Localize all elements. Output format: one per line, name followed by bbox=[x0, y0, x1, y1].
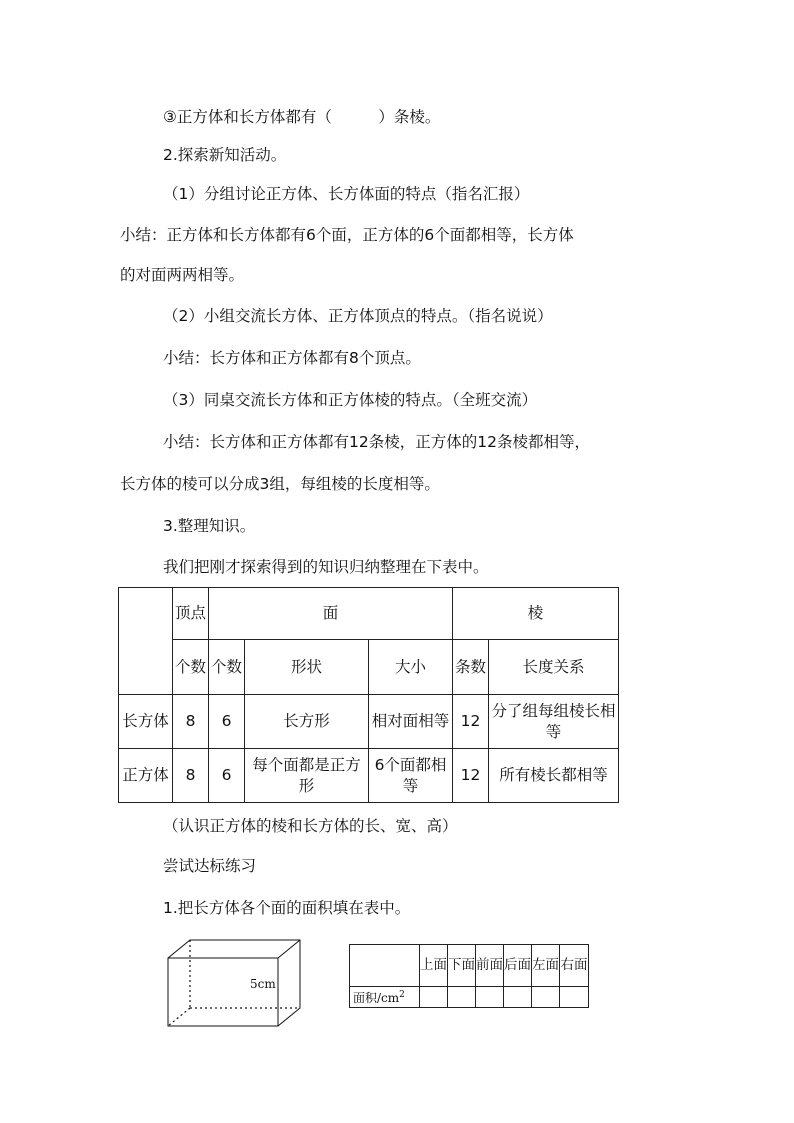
shape-header: 形状 bbox=[245, 640, 369, 695]
line-edges-question: ③正方体和长方体都有（ ）条棱。 bbox=[163, 108, 441, 126]
row-size: 相对面相等 bbox=[369, 695, 453, 749]
heading-explore: 2.探索新知活动。 bbox=[163, 146, 287, 164]
row-vertices: 8 bbox=[173, 695, 209, 749]
row-length: 所有棱长都相等 bbox=[489, 749, 619, 803]
area-input-top[interactable] bbox=[420, 987, 448, 1008]
cuboid-dimension-label: 5cm bbox=[250, 977, 276, 991]
line-edges-discussion: （3）同桌交流长方体和正方体棱的特点。（全班交流） bbox=[163, 391, 538, 409]
vertex-header: 顶点 bbox=[173, 588, 209, 640]
table-row bbox=[119, 749, 619, 803]
row-name: 长方体 bbox=[119, 695, 173, 749]
area-table bbox=[349, 944, 589, 1008]
cuboid-right-top-edge bbox=[278, 940, 300, 958]
heading-practice: 尝试达标练习 bbox=[163, 857, 257, 875]
line-edges-summary-cont: 长方体的棱可以分成3组，每组棱的长度相等。 bbox=[120, 475, 440, 493]
edge-count-header: 条数 bbox=[453, 640, 489, 695]
area-corner-cell bbox=[350, 945, 420, 987]
line-edges-summary: 小结：长方体和正方体都有12条棱，正方体的12条棱都相等， bbox=[163, 433, 590, 451]
cuboid-hidden-depth-edge bbox=[168, 1008, 190, 1026]
cuboid-figure bbox=[160, 938, 310, 1033]
size-header: 大小 bbox=[369, 640, 453, 695]
cuboid-front-face bbox=[168, 958, 278, 1026]
area-input-left[interactable] bbox=[532, 987, 560, 1008]
line-faces-discussion: （1）分组讨论正方体、长方体面的特点（指名汇报） bbox=[163, 185, 530, 203]
face-header: 面 bbox=[209, 588, 453, 640]
edge-header: 棱 bbox=[453, 588, 619, 640]
area-header-top: 上面 bbox=[420, 945, 448, 987]
summary-table bbox=[118, 587, 619, 803]
cuboid-back-edges bbox=[168, 940, 300, 1026]
row-shape: 每个面都是正方形 bbox=[245, 749, 369, 803]
row-faces: 6 bbox=[209, 749, 245, 803]
length-header: 长度关系 bbox=[489, 640, 619, 695]
row-vertices: 8 bbox=[173, 749, 209, 803]
line-vertices-discussion: （2）小组交流长方体、正方体顶点的特点。（指名说说） bbox=[163, 307, 553, 325]
line-note: （认识正方体的棱和长方体的长、宽、高） bbox=[163, 817, 458, 835]
vertex-count-header: 个数 bbox=[173, 640, 209, 695]
area-row-label-sup: 2 bbox=[399, 990, 405, 1000]
area-input-front[interactable] bbox=[476, 987, 504, 1008]
area-header-bottom: 下面 bbox=[448, 945, 476, 987]
table-row bbox=[119, 695, 619, 749]
row-name: 正方体 bbox=[119, 749, 173, 803]
area-input-bottom[interactable] bbox=[448, 987, 476, 1008]
area-header-right: 右面 bbox=[560, 945, 589, 987]
area-input-back[interactable] bbox=[504, 987, 532, 1008]
heading-organize: 3.整理知识。 bbox=[163, 517, 256, 535]
row-size: 6个面都相等 bbox=[369, 749, 453, 803]
area-row-label bbox=[350, 987, 420, 1008]
area-header-left: 左面 bbox=[532, 945, 560, 987]
line-faces-summary: 小结：正方体和长方体都有6个面，正方体的6个面都相等，长方体 bbox=[120, 226, 574, 244]
line-table-intro: 我们把刚才探索得到的知识归纳整理在下表中。 bbox=[163, 558, 489, 576]
row-length: 分了组每组棱长相等 bbox=[489, 695, 619, 749]
line-exercise-1: 1.把长方体各个面的面积填在表中。 bbox=[163, 899, 411, 917]
line-faces-summary-cont: 的对面两两相等。 bbox=[120, 266, 245, 284]
row-faces: 6 bbox=[209, 695, 245, 749]
line-vertices-summary: 小结：长方体和正方体都有8个顶点。 bbox=[163, 349, 421, 367]
row-shape: 长方形 bbox=[245, 695, 369, 749]
area-header-back: 后面 bbox=[504, 945, 532, 987]
face-count-header: 个数 bbox=[209, 640, 245, 695]
row-edges: 12 bbox=[453, 749, 489, 803]
area-header-front: 前面 bbox=[476, 945, 504, 987]
row-edges: 12 bbox=[453, 695, 489, 749]
area-row-label-text: 面积/cm bbox=[353, 991, 400, 1005]
area-input-right[interactable] bbox=[560, 987, 589, 1008]
corner-cell bbox=[119, 588, 173, 695]
